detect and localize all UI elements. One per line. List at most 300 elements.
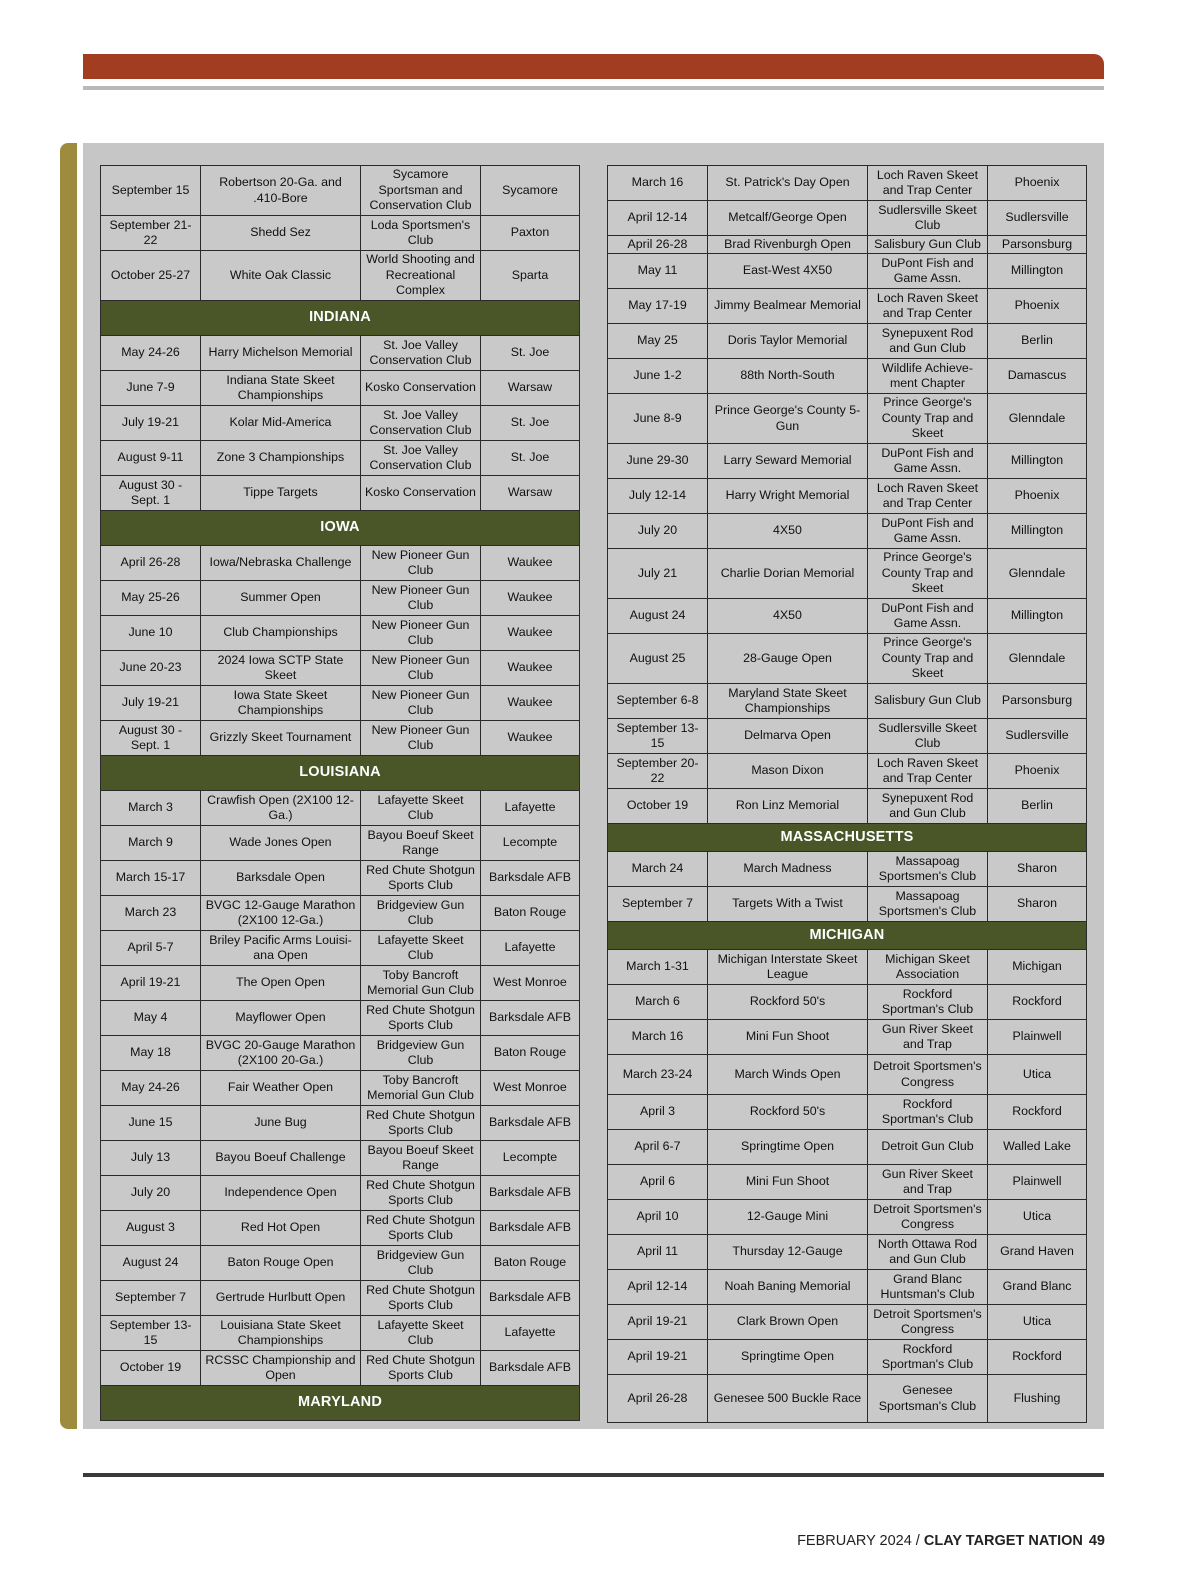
event-club: Salisbury Gun Club bbox=[868, 236, 988, 254]
event-club: Sudlersville Skeet Club bbox=[868, 201, 988, 236]
event-name: Prince George's County 5-Gun bbox=[708, 394, 868, 444]
event-date: March 3 bbox=[101, 791, 201, 826]
event-name: Kolar Mid-America bbox=[201, 406, 361, 441]
event-club: Red Chute Shotgun Sports Club bbox=[361, 1176, 481, 1211]
event-club: Lafayette Skeet Club bbox=[361, 791, 481, 826]
event-row bbox=[101, 966, 580, 1001]
event-row bbox=[101, 476, 580, 511]
event-city: Waukee bbox=[481, 616, 580, 651]
event-date: May 11 bbox=[608, 254, 708, 289]
event-row bbox=[608, 887, 1087, 922]
event-name: Noah Baning Memorial bbox=[708, 1270, 868, 1305]
event-club: Prince George's County Trap and Skeet bbox=[868, 634, 988, 684]
event-name: BVGC 12-Gauge Marathon (2X100 12-Ga.) bbox=[201, 896, 361, 931]
event-city: Barksdale AFB bbox=[481, 1001, 580, 1036]
event-city: Barksdale AFB bbox=[481, 1106, 580, 1141]
side-accent-strip bbox=[60, 143, 77, 1429]
event-city: Barksdale AFB bbox=[481, 1176, 580, 1211]
event-date: October 25-27 bbox=[101, 251, 201, 301]
state-header-row bbox=[101, 756, 580, 791]
event-club: Salisbury Gun Club bbox=[868, 684, 988, 719]
event-row bbox=[608, 1165, 1087, 1200]
event-name: March Winds Open bbox=[708, 1055, 868, 1095]
event-club: Bridgeview Gun Club bbox=[361, 1036, 481, 1071]
event-city: Baton Rouge bbox=[481, 1036, 580, 1071]
event-city: Sudlersville bbox=[988, 719, 1087, 754]
event-club: New Pioneer Gun Club bbox=[361, 721, 481, 756]
event-city: Grand Blanc bbox=[988, 1270, 1087, 1305]
event-row bbox=[101, 1281, 580, 1316]
event-row bbox=[101, 1176, 580, 1211]
event-club: Detroit Sportsmen's Congress bbox=[868, 1200, 988, 1235]
event-row bbox=[101, 721, 580, 756]
event-date: September 13-15 bbox=[101, 1316, 201, 1351]
event-date: September 7 bbox=[101, 1281, 201, 1316]
event-name: March Madness bbox=[708, 852, 868, 887]
event-club: Loda Sportsmen's Club bbox=[361, 216, 481, 251]
event-club: New Pioneer Gun Club bbox=[361, 546, 481, 581]
event-name: Metcalf/George Open bbox=[708, 201, 868, 236]
event-city: Phoenix bbox=[988, 166, 1087, 201]
state-header: MARYLAND bbox=[101, 1386, 580, 1421]
event-city: Waukee bbox=[481, 721, 580, 756]
page-number: 49 bbox=[1088, 1533, 1105, 1549]
event-name: Targets With a Twist bbox=[708, 887, 868, 922]
event-date: September 7 bbox=[608, 887, 708, 922]
event-club: Lafayette Skeet Club bbox=[361, 931, 481, 966]
event-row bbox=[608, 852, 1087, 887]
event-city: Utica bbox=[988, 1200, 1087, 1235]
event-name: Robertson 20-Ga. and .410-Bore bbox=[201, 166, 361, 216]
event-row bbox=[608, 950, 1087, 985]
event-name: Genesee 500 Buckle Race bbox=[708, 1375, 868, 1423]
event-date: May 24-26 bbox=[101, 336, 201, 371]
event-row bbox=[101, 826, 580, 861]
event-date: March 16 bbox=[608, 166, 708, 201]
event-date: March 23-24 bbox=[608, 1055, 708, 1095]
event-club: Toby Bancroft Memorial Gun Club bbox=[361, 966, 481, 1001]
event-date: April 19-21 bbox=[608, 1340, 708, 1375]
event-name: Larry Seward Memorial bbox=[708, 444, 868, 479]
event-club: Bayou Boeuf Skeet Range bbox=[361, 826, 481, 861]
event-name: Brad Rivenburgh Open bbox=[708, 236, 868, 254]
event-city: Glenndale bbox=[988, 394, 1087, 444]
event-club: St. Joe Valley Conservation Club bbox=[361, 441, 481, 476]
event-row bbox=[101, 616, 580, 651]
event-row bbox=[608, 549, 1087, 599]
event-name: Louisiana State Skeet Championships bbox=[201, 1316, 361, 1351]
event-row bbox=[101, 371, 580, 406]
event-row bbox=[608, 254, 1087, 289]
event-name: Fair Weather Open bbox=[201, 1071, 361, 1106]
event-row bbox=[608, 1305, 1087, 1340]
event-city: Waukee bbox=[481, 581, 580, 616]
event-row bbox=[608, 1340, 1087, 1375]
event-city: Walled Lake bbox=[988, 1130, 1087, 1165]
event-club: Synepuxent Rod and Gun Club bbox=[868, 789, 988, 824]
event-name: Wade Jones Open bbox=[201, 826, 361, 861]
event-date: June 29-30 bbox=[608, 444, 708, 479]
event-name: Thursday 12-Gauge bbox=[708, 1235, 868, 1270]
event-city: Grand Haven bbox=[988, 1235, 1087, 1270]
event-name: Michigan Interstate Skeet League bbox=[708, 950, 868, 985]
event-name: Bayou Boeuf Challenge bbox=[201, 1141, 361, 1176]
event-name: Barksdale Open bbox=[201, 861, 361, 896]
event-club: Sudlersville Skeet Club bbox=[868, 719, 988, 754]
event-row bbox=[101, 1071, 580, 1106]
event-city: Baton Rouge bbox=[481, 1246, 580, 1281]
event-name: The Open Open bbox=[201, 966, 361, 1001]
event-row bbox=[101, 896, 580, 931]
event-name: Briley Pacific Arms Louisi-ana Open bbox=[201, 931, 361, 966]
event-name: White Oak Classic bbox=[201, 251, 361, 301]
event-city: Plainwell bbox=[988, 1165, 1087, 1200]
event-club: Genesee Sportsman's Club bbox=[868, 1375, 988, 1423]
event-name: 88th North-South bbox=[708, 359, 868, 394]
event-city: Damascus bbox=[988, 359, 1087, 394]
event-date: August 30 - Sept. 1 bbox=[101, 476, 201, 511]
event-row bbox=[608, 236, 1087, 254]
state-header: LOUISIANA bbox=[101, 756, 580, 791]
event-name: Tippe Targets bbox=[201, 476, 361, 511]
event-name: Harry Wright Memorial bbox=[708, 479, 868, 514]
schedule-table-right bbox=[607, 165, 1087, 1423]
event-date: May 25 bbox=[608, 324, 708, 359]
event-row bbox=[101, 651, 580, 686]
event-date: May 4 bbox=[101, 1001, 201, 1036]
event-city: St. Joe bbox=[481, 406, 580, 441]
event-row bbox=[608, 1095, 1087, 1130]
event-row bbox=[101, 1001, 580, 1036]
event-club: DuPont Fish and Game Assn. bbox=[868, 254, 988, 289]
event-row bbox=[101, 546, 580, 581]
schedule-table-left bbox=[100, 165, 580, 1421]
state-header: IOWA bbox=[101, 511, 580, 546]
event-row bbox=[608, 1375, 1087, 1423]
event-city: Lafayette bbox=[481, 931, 580, 966]
footer-issue: FEBRUARY 2024 bbox=[797, 1533, 912, 1549]
event-date: July 13 bbox=[101, 1141, 201, 1176]
event-club: Red Chute Shotgun Sports Club bbox=[361, 1106, 481, 1141]
event-date: April 12-14 bbox=[608, 201, 708, 236]
event-name: Maryland State Skeet Championships bbox=[708, 684, 868, 719]
event-city: Parsonsburg bbox=[988, 236, 1087, 254]
event-club: Red Chute Shotgun Sports Club bbox=[361, 1211, 481, 1246]
event-name: Springtime Open bbox=[708, 1130, 868, 1165]
event-club: Rockford Sportman's Club bbox=[868, 1095, 988, 1130]
event-date: October 19 bbox=[608, 789, 708, 824]
event-city: Sharon bbox=[988, 887, 1087, 922]
event-club: Sycamore Sportsman and Conservation Club bbox=[361, 166, 481, 216]
event-date: July 21 bbox=[608, 549, 708, 599]
event-row bbox=[101, 1106, 580, 1141]
event-row bbox=[608, 514, 1087, 549]
event-date: April 6 bbox=[608, 1165, 708, 1200]
event-city: Paxton bbox=[481, 216, 580, 251]
event-date: August 9-11 bbox=[101, 441, 201, 476]
event-row bbox=[101, 216, 580, 251]
event-date: June 7-9 bbox=[101, 371, 201, 406]
event-city: Sparta bbox=[481, 251, 580, 301]
event-row bbox=[101, 1351, 580, 1386]
event-row bbox=[608, 1270, 1087, 1305]
event-city: Plainwell bbox=[988, 1020, 1087, 1055]
event-name: Iowa State Skeet Championships bbox=[201, 686, 361, 721]
event-row bbox=[101, 1246, 580, 1281]
event-city: Glenndale bbox=[988, 549, 1087, 599]
event-city: Berlin bbox=[988, 789, 1087, 824]
event-club: Michigan Skeet Association bbox=[868, 950, 988, 985]
event-city: Waukee bbox=[481, 546, 580, 581]
event-date: April 26-28 bbox=[608, 1375, 708, 1423]
event-club: Grand Blanc Huntsman's Club bbox=[868, 1270, 988, 1305]
event-row bbox=[101, 861, 580, 896]
state-header: MASSACHUSETTS bbox=[608, 824, 1087, 852]
event-date: May 25-26 bbox=[101, 581, 201, 616]
event-row bbox=[608, 1020, 1087, 1055]
header-accent-bar bbox=[83, 54, 1104, 79]
event-club: Rockford Sportman's Club bbox=[868, 1340, 988, 1375]
event-name: 12-Gauge Mini bbox=[708, 1200, 868, 1235]
event-city: West Monroe bbox=[481, 1071, 580, 1106]
event-name: 28-Gauge Open bbox=[708, 634, 868, 684]
event-row bbox=[101, 686, 580, 721]
event-row bbox=[101, 791, 580, 826]
event-row bbox=[608, 1200, 1087, 1235]
event-city: Lecompte bbox=[481, 1141, 580, 1176]
event-city: Warsaw bbox=[481, 476, 580, 511]
event-date: March 15-17 bbox=[101, 861, 201, 896]
state-header-row bbox=[608, 824, 1087, 852]
event-club: Wildlife Achieve-ment Chapter bbox=[868, 359, 988, 394]
event-city: Millington bbox=[988, 444, 1087, 479]
event-date: September 6-8 bbox=[608, 684, 708, 719]
event-name: Mayflower Open bbox=[201, 1001, 361, 1036]
event-row bbox=[608, 1235, 1087, 1270]
event-row bbox=[608, 985, 1087, 1020]
event-city: Sycamore bbox=[481, 166, 580, 216]
event-club: Lafayette Skeet Club bbox=[361, 1316, 481, 1351]
event-date: April 26-28 bbox=[101, 546, 201, 581]
event-row bbox=[608, 324, 1087, 359]
event-club: Kosko Conservation bbox=[361, 476, 481, 511]
footer-magazine-name: CLAY TARGET NATION bbox=[923, 1533, 1083, 1549]
event-date: March 6 bbox=[608, 985, 708, 1020]
event-club: Kosko Conservation bbox=[361, 371, 481, 406]
event-row bbox=[608, 479, 1087, 514]
event-name: Harry Michelson Memorial bbox=[201, 336, 361, 371]
event-club: Prince George's County Trap and Skeet bbox=[868, 394, 988, 444]
event-row bbox=[101, 581, 580, 616]
event-date: May 17-19 bbox=[608, 289, 708, 324]
event-club: Detroit Sportsmen's Congress bbox=[868, 1055, 988, 1095]
event-date: April 10 bbox=[608, 1200, 708, 1235]
event-city: Waukee bbox=[481, 651, 580, 686]
event-name: Iowa/Nebraska Challenge bbox=[201, 546, 361, 581]
event-club: Bridgeview Gun Club bbox=[361, 896, 481, 931]
event-club: Bridgeview Gun Club bbox=[361, 1246, 481, 1281]
event-row bbox=[101, 1141, 580, 1176]
event-club: Loch Raven Skeet and Trap Center bbox=[868, 754, 988, 789]
event-city: Berlin bbox=[988, 324, 1087, 359]
event-date: June 1-2 bbox=[608, 359, 708, 394]
event-name: Independence Open bbox=[201, 1176, 361, 1211]
event-date: May 18 bbox=[101, 1036, 201, 1071]
event-city: Utica bbox=[988, 1055, 1087, 1095]
state-header-row bbox=[101, 301, 580, 336]
event-name: June Bug bbox=[201, 1106, 361, 1141]
event-row bbox=[608, 754, 1087, 789]
event-name: Delmarva Open bbox=[708, 719, 868, 754]
page-footer bbox=[797, 1533, 1105, 1549]
event-name: Mason Dixon bbox=[708, 754, 868, 789]
event-row bbox=[608, 394, 1087, 444]
event-club: Massapoag Sportsmen's Club bbox=[868, 887, 988, 922]
event-city: Baton Rouge bbox=[481, 896, 580, 931]
event-city: West Monroe bbox=[481, 966, 580, 1001]
event-row bbox=[101, 251, 580, 301]
event-date: May 24-26 bbox=[101, 1071, 201, 1106]
event-date: September 13-15 bbox=[608, 719, 708, 754]
event-city: Warsaw bbox=[481, 371, 580, 406]
event-row bbox=[608, 1055, 1087, 1095]
event-name: Grizzly Skeet Tournament bbox=[201, 721, 361, 756]
event-date: April 12-14 bbox=[608, 1270, 708, 1305]
event-date: October 19 bbox=[101, 1351, 201, 1386]
event-city: Rockford bbox=[988, 1340, 1087, 1375]
event-club: World Shooting and Recreational Complex bbox=[361, 251, 481, 301]
event-name: Indiana State Skeet Championships bbox=[201, 371, 361, 406]
state-header-row bbox=[101, 511, 580, 546]
event-city: Barksdale AFB bbox=[481, 1281, 580, 1316]
event-club: Loch Raven Skeet and Trap Center bbox=[868, 166, 988, 201]
event-club: Loch Raven Skeet and Trap Center bbox=[868, 479, 988, 514]
event-name: Club Championships bbox=[201, 616, 361, 651]
event-club: Red Chute Shotgun Sports Club bbox=[361, 1351, 481, 1386]
event-date: July 12-14 bbox=[608, 479, 708, 514]
event-city: Utica bbox=[988, 1305, 1087, 1340]
footer-rule bbox=[83, 1473, 1104, 1477]
event-row bbox=[101, 1211, 580, 1246]
event-club: Loch Raven Skeet and Trap Center bbox=[868, 289, 988, 324]
state-header: INDIANA bbox=[101, 301, 580, 336]
event-name: St. Patrick's Day Open bbox=[708, 166, 868, 201]
event-row bbox=[101, 441, 580, 476]
event-row bbox=[608, 719, 1087, 754]
event-row bbox=[608, 359, 1087, 394]
event-date: April 6-7 bbox=[608, 1130, 708, 1165]
event-city: Flushing bbox=[988, 1375, 1087, 1423]
event-club: Detroit Gun Club bbox=[868, 1130, 988, 1165]
event-row bbox=[101, 1036, 580, 1071]
event-club: Prince George's County Trap and Skeet bbox=[868, 549, 988, 599]
event-city: Millington bbox=[988, 254, 1087, 289]
event-name: Rockford 50's bbox=[708, 1095, 868, 1130]
event-city: St. Joe bbox=[481, 441, 580, 476]
event-date: April 19-21 bbox=[608, 1305, 708, 1340]
event-city: Barksdale AFB bbox=[481, 861, 580, 896]
event-name: Mini Fun Shoot bbox=[708, 1020, 868, 1055]
event-row bbox=[101, 406, 580, 441]
event-city: Lecompte bbox=[481, 826, 580, 861]
event-club: Massapoag Sportsmen's Club bbox=[868, 852, 988, 887]
event-city: Barksdale AFB bbox=[481, 1211, 580, 1246]
event-city: Lafayette bbox=[481, 1316, 580, 1351]
event-club: Toby Bancroft Memorial Gun Club bbox=[361, 1071, 481, 1106]
event-city: Waukee bbox=[481, 686, 580, 721]
event-city: Glenndale bbox=[988, 634, 1087, 684]
event-city: Phoenix bbox=[988, 754, 1087, 789]
event-name: Crawfish Open (2X100 12-Ga.) bbox=[201, 791, 361, 826]
event-date: April 3 bbox=[608, 1095, 708, 1130]
event-row bbox=[608, 289, 1087, 324]
event-city: St. Joe bbox=[481, 336, 580, 371]
event-club: Gun River Skeet and Trap bbox=[868, 1020, 988, 1055]
state-header-row bbox=[608, 922, 1087, 950]
event-date: July 19-21 bbox=[101, 406, 201, 441]
event-club: St. Joe Valley Conservation Club bbox=[361, 336, 481, 371]
event-club: DuPont Fish and Game Assn. bbox=[868, 514, 988, 549]
event-date: March 9 bbox=[101, 826, 201, 861]
event-name: Charlie Dorian Memorial bbox=[708, 549, 868, 599]
event-date: August 3 bbox=[101, 1211, 201, 1246]
event-row bbox=[101, 1316, 580, 1351]
event-club: New Pioneer Gun Club bbox=[361, 616, 481, 651]
event-club: Red Chute Shotgun Sports Club bbox=[361, 1001, 481, 1036]
event-date: March 24 bbox=[608, 852, 708, 887]
event-club: Gun River Skeet and Trap bbox=[868, 1165, 988, 1200]
event-name: 4X50 bbox=[708, 599, 868, 634]
state-header-row bbox=[101, 1386, 580, 1421]
event-name: RCSSC Championship and Open bbox=[201, 1351, 361, 1386]
event-city: Millington bbox=[988, 599, 1087, 634]
event-date: September 20-22 bbox=[608, 754, 708, 789]
event-row bbox=[608, 1130, 1087, 1165]
event-name: Doris Taylor Memorial bbox=[708, 324, 868, 359]
event-date: August 30 - Sept. 1 bbox=[101, 721, 201, 756]
event-city: Parsonsburg bbox=[988, 684, 1087, 719]
footer-separator: / bbox=[911, 1533, 924, 1549]
event-date: September 15 bbox=[101, 166, 201, 216]
event-name: Mini Fun Shoot bbox=[708, 1165, 868, 1200]
event-name: Springtime Open bbox=[708, 1340, 868, 1375]
event-date: July 20 bbox=[101, 1176, 201, 1211]
header-rule bbox=[83, 86, 1104, 90]
event-club: St. Joe Valley Conservation Club bbox=[361, 406, 481, 441]
event-club: New Pioneer Gun Club bbox=[361, 651, 481, 686]
event-city: Phoenix bbox=[988, 289, 1087, 324]
event-city: Sharon bbox=[988, 852, 1087, 887]
event-date: March 1-31 bbox=[608, 950, 708, 985]
event-date: March 23 bbox=[101, 896, 201, 931]
event-date: April 5-7 bbox=[101, 931, 201, 966]
event-date: July 19-21 bbox=[101, 686, 201, 721]
event-name: BVGC 20-Gauge Marathon (2X100 20-Ga.) bbox=[201, 1036, 361, 1071]
event-date: April 19-21 bbox=[101, 966, 201, 1001]
event-name: Shedd Sez bbox=[201, 216, 361, 251]
event-name: East-West 4X50 bbox=[708, 254, 868, 289]
event-club: New Pioneer Gun Club bbox=[361, 686, 481, 721]
event-date: August 24 bbox=[101, 1246, 201, 1281]
event-club: New Pioneer Gun Club bbox=[361, 581, 481, 616]
event-club: Synepuxent Rod and Gun Club bbox=[868, 324, 988, 359]
event-club: North Ottawa Rod and Gun Club bbox=[868, 1235, 988, 1270]
event-city: Rockford bbox=[988, 985, 1087, 1020]
event-city: Sudlersville bbox=[988, 201, 1087, 236]
event-row bbox=[101, 336, 580, 371]
schedule-column-left bbox=[100, 165, 579, 1421]
event-name: 2024 Iowa SCTP State Skeet bbox=[201, 651, 361, 686]
